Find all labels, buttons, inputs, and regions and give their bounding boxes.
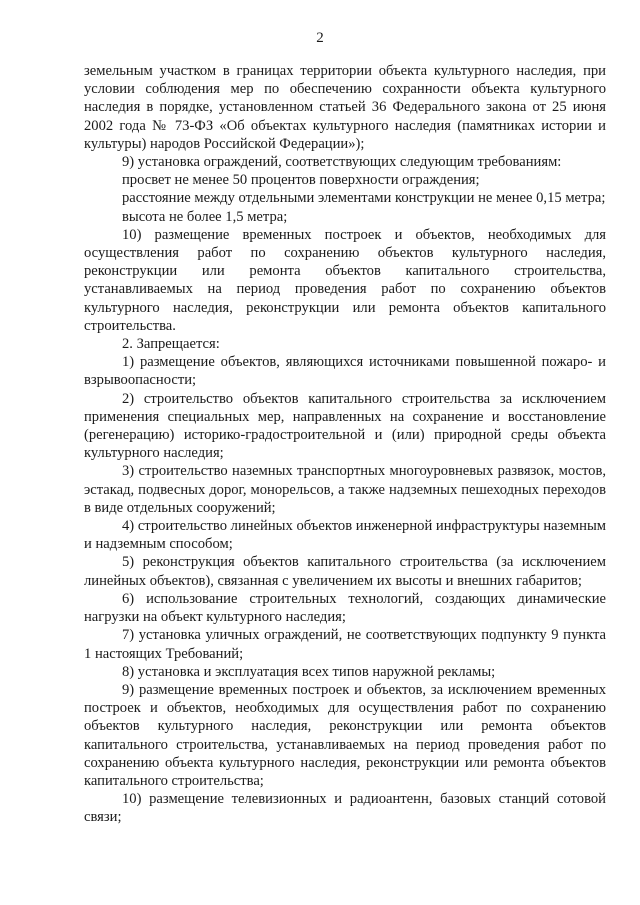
- prohibited-item-4: 4) строительство линейных объектов инженерной инфраструктуры наземным и надземным способом;: [84, 518, 606, 553]
- prohibited-item-3: 3) строительство наземных транспортных многоуровневых развязок, мостов, эстакад, подвесных дорог, монорельсов, а также надземных пешеходных переходов в виде отдельных сооружений;: [84, 463, 606, 516]
- page-number: 2: [316, 30, 324, 46]
- prohibited-item-5: 5) реконструкция объектов капитального строительства (за исключением линейных объектов), связанная с увеличением их высоты и внешних габаритов;: [84, 554, 606, 589]
- paragraph-requirement-distance: расстояние между отдельными элементами конструкции не менее 0,15 метра;: [122, 190, 606, 207]
- paragraph-requirement-height: высота не более 1,5 метра;: [122, 208, 288, 225]
- section-heading-prohibited: 2. Запрещается:: [122, 336, 220, 353]
- prohibited-item-2: 2) строительство объектов капитального строительства за исключением применения специальных мер, направленных на сохранение и восстановление (регенерацию) историко-градостроительной и (или) природной среды объекта культурного наследия;: [84, 390, 606, 462]
- prohibited-item-7: 7) установка уличных ограждений, не соответствующих подпункту 9 пункта 1 настоящих Требований;: [84, 627, 606, 662]
- prohibited-item-9: 9) размещение временных построек и объектов, за исключением временных построек и объектов, необходимых для осуществления работ по сохранению объектов культурного наследия, реконструкции или ремонта объектов капитального строительства, устанавливаемых на период проведения работ по сохранению объекта культурного наследия, реконструкции или ремонта объектов капитального строительства;: [84, 681, 606, 789]
- paragraph-requirement-gap: просвет не менее 50 процентов поверхности ограждения;: [122, 172, 480, 189]
- paragraph-item-9: 9) установка ограждений, соответствующих следующим требованиям:: [122, 154, 562, 171]
- paragraph-continuation: земельным участком в границах территории объекта культурного наследия, при условии соблюдения мер по обеспечению сохранности объекта культурного наследия в порядке, установленном статьей 36 Федерального закона от 25 июня 2002 года № 73-ФЗ «Об объектах культурного наследия (памятниках истории и культуры) народов Российской Федерации»);: [84, 63, 606, 152]
- document-body: [84, 62, 606, 827]
- prohibited-item-1: 1) размещение объектов, являющихся источниками повышенной пожаро- и взрывоопасности;: [84, 354, 606, 389]
- prohibited-item-10: 10) размещение телевизионных и радиоантенн, базовых станций сотовой связи;: [84, 791, 606, 826]
- prohibited-item-8: 8) установка и эксплуатация всех типов наружной рекламы;: [122, 663, 496, 680]
- prohibited-item-6: 6) использование строительных технологий, создающих динамические нагрузки на объект культурного наследия;: [84, 590, 606, 626]
- paragraph-item-10: 10) размещение временных построек и объектов, необходимых для осуществления работ по сохранению объектов культурного наследия, реконструкции или ремонта объектов капитального строительства, устанавливаемых на период проведения работ по сохранению объектов культурного наследия, реконструкции или ремонта объектов капитального строительства.: [84, 226, 606, 334]
